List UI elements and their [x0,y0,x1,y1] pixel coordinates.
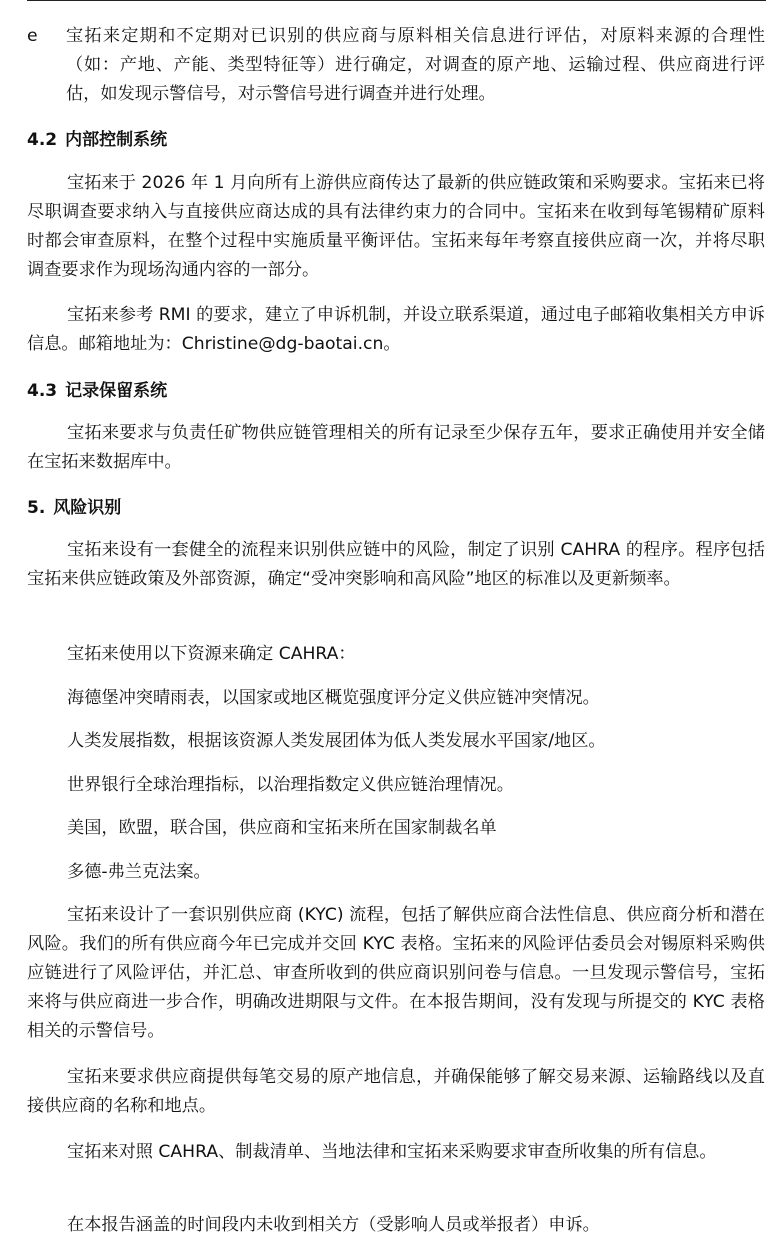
paragraph: 宝拓来设计了一套识别供应商 (KYC) 流程，包括了解供应商合法性信息、供应商分析和潜在风险。我们的所有供应商今年已完成并交回 KYC 表格。宝拓来的风险评估委员会对锡原料采购供应链进行了风险评估，并汇总、审查所收到的供应商识别问卷与信息。一旦发现示警信号，宝拓来将与供应商进一步合作，明确改进期限与文件。在本报告期间，没有发现与所提交的 KYC 表格相关的示警信号。 [27,905,765,1041]
source-item: 海德堡冲突晴雨表，以国家或地区概览强度评分定义供应链冲突情况。 [67,688,600,708]
source-item: 世界银行全球治理指标，以治理指数定义供应链治理情况。 [67,775,514,795]
section-title: 记录保留系统 [65,381,168,401]
section-number: 5. [27,498,46,518]
section-number: 4.3 [27,381,58,401]
paragraph: 宝拓来设有一套健全的流程来识别供应链中的风险，制定了识别 CAHRA 的程序。程序包括宝拓来供应链政策及外部资源，确定“受冲突影响和高风险”地区的标准以及更新频率。 [27,540,765,589]
paragraph: 宝拓来要求与负责任矿物供应链管理相关的所有记录至少保存五年，要求正确使用并安全储在宝拓来数据库中。 [27,423,765,472]
source-item: 美国，欧盟，联合国，供应商和宝拓来所在国家制裁名单 [67,818,497,838]
section-heading-4-3 [27,379,167,403]
list-marker: e [27,26,38,46]
section-number: 4.2 [27,130,58,150]
sources-lead: 宝拓来使用以下资源来确定 CAHRA： [67,644,356,664]
source-item: 人类发展指数，根据该资源人类发展团体为低人类发展水平国家/地区。 [67,731,606,751]
paragraph: 宝拓来对照 CAHRA、制裁清单、当地法律和宝拓来采购要求审查所收集的所有信息。 [67,1142,717,1162]
paragraph: 在本报告涵盖的时间段内未收到相关方（受影响人员或举报者）申诉。 [67,1215,600,1235]
list-item-e [27,22,765,109]
list-item-text: 宝拓来定期和不定期对已识别的供应商与原料相关信息进行评估，对原料来源的合理性（如：产地、产能、类型特征等）进行确定，对调查的原产地、运输过程、供应商进行评估，如发现示警信号，对示警信号进行调查并进行处理。 [66,26,765,104]
paragraph: 宝拓来于 2026 年 1 月向所有上游供应商传达了最新的供应链政策和采购要求。宝拓来已将尽职调查要求纳入与直接供应商达成的具有法律约束力的合同中。宝拓来在收到每笔锡精矿原料时都会审查原料，在整个过程中实施质量平衡评估。宝拓来每年考察直接供应商一次，并将尽职调查要求作为现场沟通内容的一部分。 [27,173,765,280]
paragraph: 宝拓来要求供应商提供每笔交易的原产地信息，并确保能够了解交易来源、运输路线以及直接供应商的名称和地点。 [27,1067,765,1116]
source-item: 多德-弗兰克法案。 [67,862,211,882]
section-heading-4-2 [27,128,167,152]
paragraph: 宝拓来参考 RMI 的要求，建立了申诉机制，并设立联系渠道，通过电子邮箱收集相关方申诉信息。邮箱地址为：Christine@dg-baotai.cn。 [27,305,765,354]
section-heading-5 [27,496,121,520]
section-title: 风险识别 [53,498,122,518]
section-title: 内部控制系统 [65,130,168,150]
top-rule [27,0,766,1]
